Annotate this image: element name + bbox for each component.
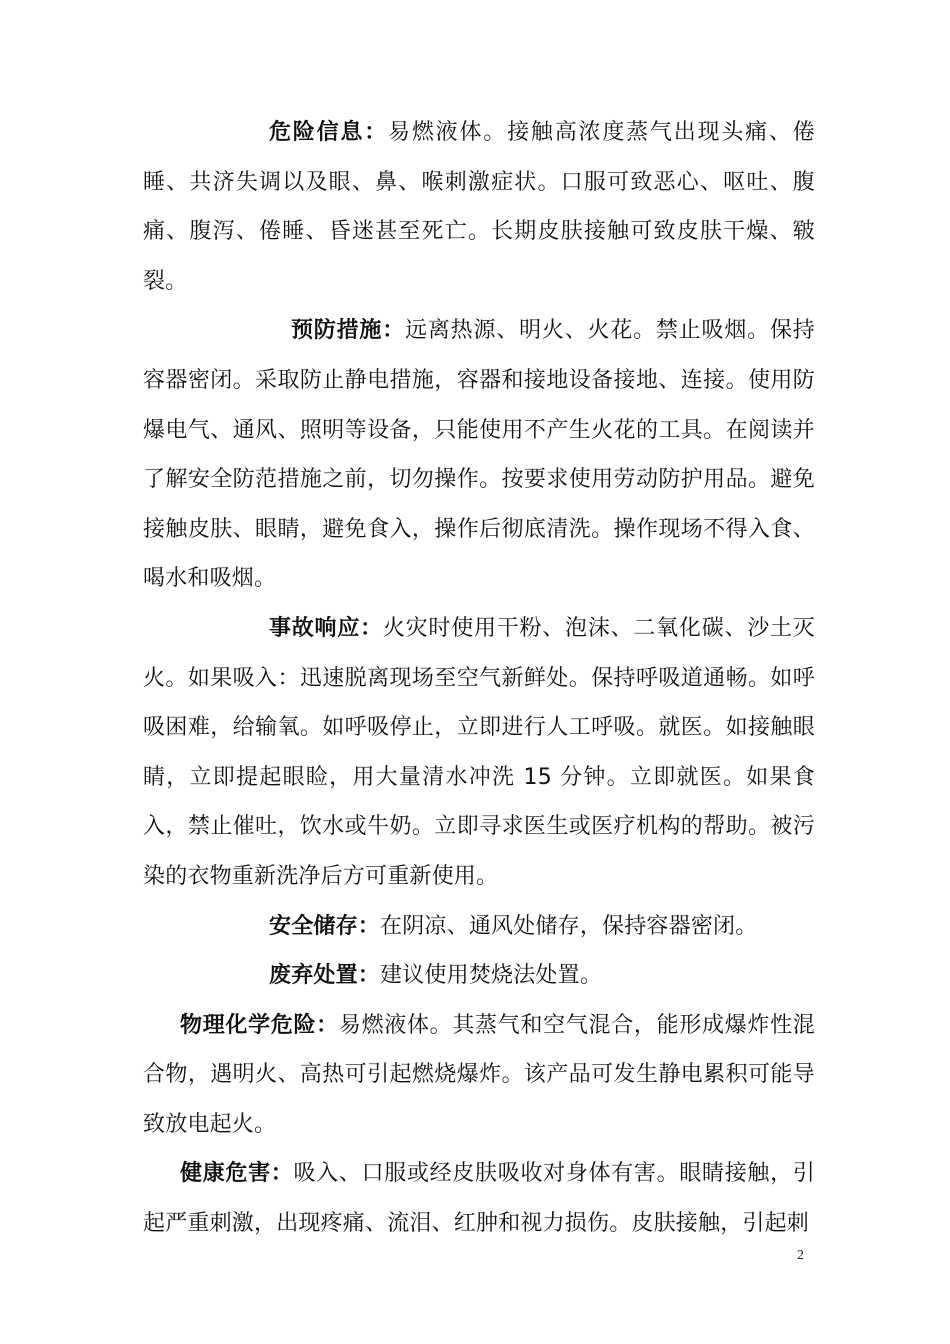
section-accident-response	[143, 604, 815, 902]
section-body: 易燃液体。其蒸气和空气混合，能形成爆炸性混合物，遇明火、高热可引起燃烧爆炸。该产品可发生静电累积可能导致放电起火。	[143, 1012, 815, 1137]
section-hazard-info	[143, 108, 815, 306]
section-term: 物理化学危险：	[180, 1012, 339, 1038]
section-body: 火灾时使用干粉、泡沫、二氧化碳、沙土灭火。如果吸入：迅速脱离现场至空气新鲜处。保持呼吸道通畅。如呼吸困难，给输氧。如呼吸停止，立即进行人工呼吸。就医。如接触眼睛，立即提起眼睑，用大量清水冲洗 15 分钟。立即就医。如果食入，禁止催吐，饮水或牛奶。立即寻求医生或医疗机构的帮助。被污染的衣物重新洗净后方可重新使用。	[143, 615, 815, 889]
section-safe-storage	[143, 902, 815, 952]
section-body: 远离热源、明火、火花。禁止吸烟。保持容器密闭。采取防止静电措施，容器和接地设备接地、连接。使用防爆电气、通风、照明等设备，只能使用不产生火花的工具。在阅读并了解安全防范措施之前，切勿操作。按要求使用劳动防护用品。避免接触皮肤、眼睛，避免食入，操作后彻底清洗。操作现场不得入食、喝水和吸烟。	[143, 318, 815, 592]
section-body: 易燃液体。接触高浓度蒸气出现头痛、倦睡、共济失调以及眼、鼻、喉刺激症状。口服可致恶心、呕吐、腹痛、腹泻、倦睡、昏迷甚至死亡。长期皮肤接触可致皮肤干燥、皲裂。	[143, 120, 815, 294]
section-body: 建议使用焚烧法处置。	[380, 963, 603, 989]
section-body: 在阴凉、通风处储存，保持容器密闭。	[380, 913, 758, 939]
section-term: 健康危害：	[180, 1161, 294, 1187]
section-term: 事故响应：	[269, 615, 383, 641]
section-term: 安全储存：	[269, 913, 381, 939]
section-term: 预防措施：	[291, 318, 406, 344]
section-physical-chemical-hazard	[143, 1001, 815, 1150]
document-page	[143, 108, 815, 1249]
section-precautions	[143, 306, 815, 604]
section-health-hazard	[143, 1149, 815, 1248]
section-body: 吸入、口服或经皮肤吸收对身体有害。眼睛接触，引起严重刺激，出现疼痛、流泪、红肿和视力损伤。皮肤接触，引起刺	[143, 1161, 815, 1237]
section-term: 废弃处置：	[269, 963, 381, 989]
page-number: 2	[797, 1248, 804, 1263]
section-term: 危险信息：	[269, 120, 389, 145]
section-disposal	[143, 951, 815, 1001]
